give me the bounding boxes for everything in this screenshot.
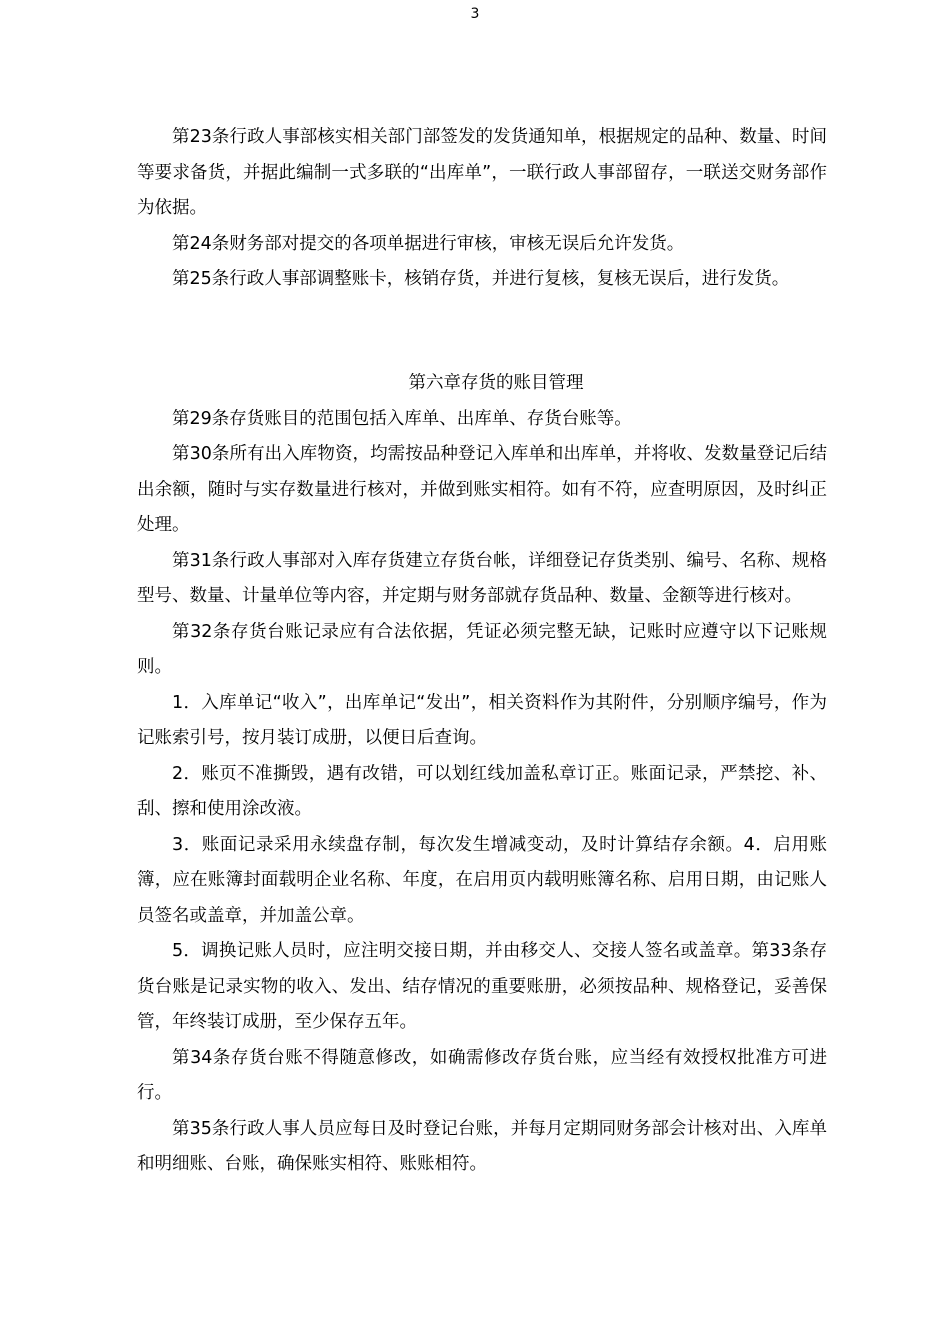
chapter-title: 第六章存货的账目管理 [408, 373, 584, 393]
rule-1: 1．入库单记“收入”，出库单记“发出”，相关资料作为其附件，分别顺序编号，作为记账索引号，按月装订成册，以便日后查询。 [137, 692, 827, 748]
rule-3-4: 3．账面记录采用永续盘存制，每次发生增减变动，及时计算结存余额。4．启用账簿，应在账簿封面载明企业名称、年度，在启用页内载明账簿名称、启用日期，由记账人员签名或盖章，并加盖公章。 [137, 834, 827, 926]
section-delivery-rules [137, 120, 827, 298]
section-chapter-6 [137, 366, 827, 1183]
article-30: 第30条所有出入库物资，均需按品种登记入库单和出库单，并将收、发数量登记后结出余额，随时与实存数量进行核对，并做到账实相符。如有不符，应查明原因，及时纠正处理。 [137, 444, 827, 535]
article-31: 第31条行政人事部对入库存货建立存货台帐，详细登记存货类别、编号、名称、规格型号、数量、计量单位等内容，并定期与财务部就存货品种、数量、金额等进行核对。 [137, 550, 827, 606]
rule-5-article-33: 5．调换记账人员时，应注明交接日期，并由移交人、交接人签名或盖章。第33条存货台账是记录实物的收入、发出、结存情况的重要账册，必须按品种、规格登记，妥善保管，年终装订成册，至少保存五年。 [137, 941, 827, 1032]
article-29: 第29条存货账目的范围包括入库单、出库单、存货台账等。 [172, 408, 632, 429]
article-34: 第34条存货台账不得随意修改，如确需修改存货台账，应当经有效授权批准方可进行。 [137, 1047, 827, 1103]
article-35: 第35条行政人事人员应每日及时登记台账，并每月定期同财务部会计核对出、入库单和明细账、台账，确保账实相符、账账相符。 [137, 1118, 827, 1174]
article-24: 第24条财务部对提交的各项单据进行审核，审核无误后允许发货。 [172, 233, 685, 254]
article-25: 第25条行政人事部调整账卡，核销存货，并进行复核，复核无误后，进行发货。 [172, 269, 790, 289]
article-32: 第32条存货台账记录应有合法依据，凭证必须完整无缺，记账时应遵守以下记账规则。 [137, 621, 827, 677]
rule-2: 2．账页不准撕毁，遇有改错，可以划红线加盖私章订正。账面记录，严禁挖、补、刮、擦和使用涂改液。 [137, 763, 827, 819]
article-23: 第23条行政人事部核实相关部门部签发的发货通知单，根据规定的品种、数量、时间等要求备货，并据此编制一式多联的“出库单”，一联行政人事部留存，一联送交财务部作为依据。 [137, 127, 827, 218]
page-number: 3 [470, 6, 480, 22]
